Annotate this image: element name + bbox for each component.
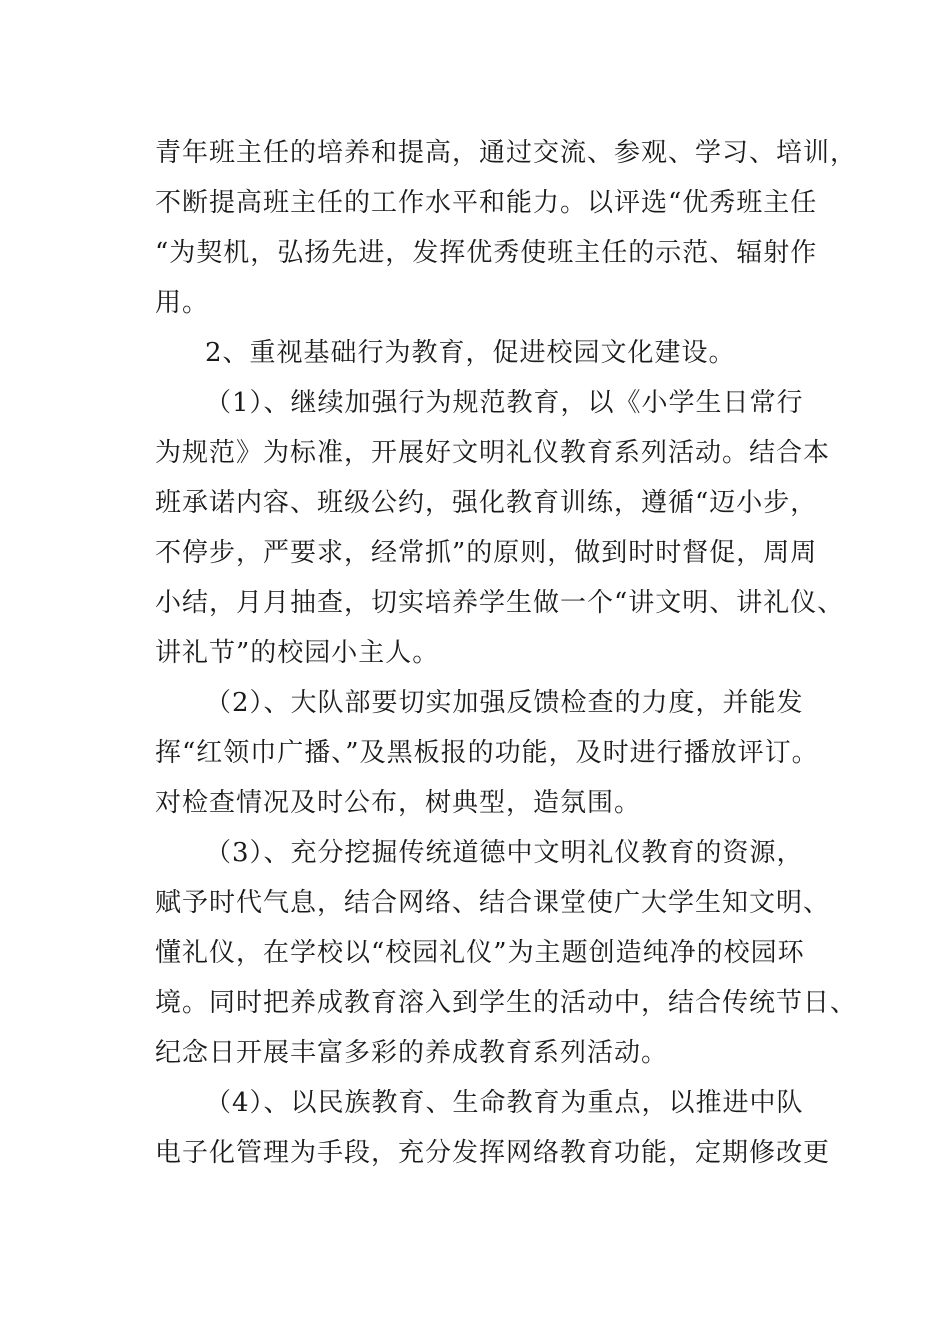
text-line: 对检查情况及时公布，树典型，造氛围。	[155, 788, 642, 818]
text-line: 讲礼节”的校园小主人。	[155, 638, 440, 668]
text-line: （4）、以民族教育、生命教育为重点，以推进中队	[205, 1088, 804, 1118]
text-line: 不停步，严要求，经常抓”的原则，做到时时督促，周周	[155, 538, 818, 568]
text-line: 为规范》为标准，开展好文明礼仪教育系列活动。结合本	[155, 438, 831, 468]
text-line: 青年班主任的培养和提高，通过交流、参观、学习、培训，	[155, 138, 858, 168]
text-line: 电子化管理为手段，充分发挥网络教育功能，定期修改更	[155, 1138, 831, 1168]
text-line: “为契机，弘扬先进，发挥优秀使班主任的示范、辐射作	[155, 238, 818, 268]
section-heading: 2、重视基础行为教育，促进校园文化建设。	[205, 338, 736, 368]
text-line: （3）、充分挖掘传统道德中文明礼仪教育的资源，	[205, 838, 804, 868]
text-line: 懂礼仪，在学校以“校园礼仪”为主题创造纯净的校园环	[155, 938, 805, 968]
text-line: 纪念日开展丰富多彩的养成教育系列活动。	[155, 1038, 669, 1068]
text-line: 用。	[155, 288, 210, 318]
text-line: （2）、大队部要切实加强反馈检查的力度，并能发	[205, 688, 804, 718]
text-line: 小结，月月抽查，切实培养学生做一个“讲文明、讲礼仪、	[155, 588, 845, 618]
text-line: 不断提高班主任的工作水平和能力。以评选“优秀班主任	[155, 188, 818, 218]
text-line: 班承诺内容、班级公约，强化教育训练，遵循“迈小步，	[155, 488, 818, 518]
text-line: （1）、继续加强行为规范教育，以《小学生日常行	[205, 388, 804, 418]
text-line: 挥“红领巾广播、”及黑板报的功能，及时进行播放评订。	[155, 738, 819, 768]
text-line: 境。同时把养成教育溶入到学生的活动中，结合传统节日、	[155, 988, 858, 1018]
text-line: 赋予时代气息，结合网络、结合课堂使广大学生知文明、	[155, 888, 831, 918]
